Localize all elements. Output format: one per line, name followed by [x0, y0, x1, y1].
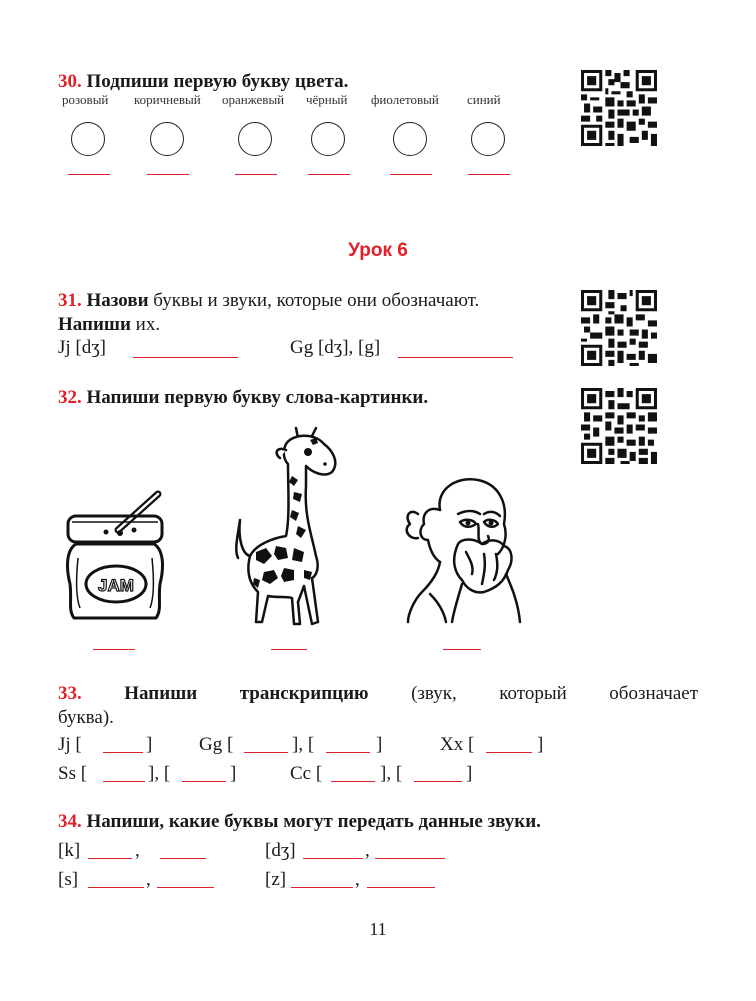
task-instruction: Напиши, какие буквы могут передать данные звуки.: [86, 811, 541, 832]
color-label-pink: розовый: [62, 92, 109, 107]
giraffe-picture: [228, 426, 346, 632]
answer-line[interactable]: [443, 649, 481, 650]
color-circle[interactable]: [71, 122, 105, 156]
sound-k: [k]: [58, 840, 81, 861]
color-circle[interactable]: [311, 122, 345, 156]
answer-line[interactable]: [331, 781, 375, 782]
letter-jj-open: Jj [: [58, 734, 82, 755]
color-label-brown: коричневый: [134, 92, 201, 107]
answer-line[interactable]: [414, 781, 462, 782]
qr-code-icon: [581, 388, 657, 464]
task-keyword: Напиши транскрипцию: [124, 683, 369, 704]
bracket-close: ]: [376, 734, 383, 755]
answer-line[interactable]: [271, 649, 307, 650]
answer-line[interactable]: [103, 752, 143, 753]
answer-line[interactable]: [326, 752, 370, 753]
color-circle[interactable]: [471, 122, 505, 156]
task-number: 30.: [58, 71, 82, 92]
task-30-heading: [58, 70, 348, 94]
comma: ,: [135, 840, 140, 861]
answer-line[interactable]: [468, 174, 510, 175]
answer-line[interactable]: [88, 887, 144, 888]
answer-line[interactable]: [68, 174, 110, 175]
color-circle[interactable]: [150, 122, 184, 156]
task-34-heading: [58, 810, 541, 834]
answer-line[interactable]: [147, 174, 189, 175]
bracket-close: ]: [466, 763, 473, 784]
bracket-separator: ], [: [292, 734, 315, 755]
task-instruction: их.: [130, 314, 161, 335]
task-instruction: буквы и звуки, которые они обозначают.: [148, 290, 480, 311]
color-label-blue: синий: [467, 92, 501, 107]
bracket-close: ]: [146, 734, 153, 755]
comma: ,: [355, 869, 360, 890]
letter-xx-open: Xx [: [440, 734, 475, 755]
task-33-heading: [58, 682, 698, 706]
task-32-heading: [58, 386, 428, 410]
task-instruction: Подпиши первую букву цвета.: [86, 71, 349, 92]
sound-z: [z]: [265, 869, 287, 890]
answer-line[interactable]: [308, 174, 350, 175]
answer-line[interactable]: [157, 887, 214, 888]
bracket-separator: ], [: [380, 763, 403, 784]
task-number: 33.: [58, 683, 82, 704]
answer-line[interactable]: [367, 887, 435, 888]
color-label-black: чёрный: [306, 92, 348, 107]
color-circle[interactable]: [238, 122, 272, 156]
letter-gg: Gg [dʒ], [g]: [290, 337, 381, 358]
letter-jj: Jj [dʒ]: [58, 337, 107, 358]
task-keyword: Назови: [86, 290, 149, 311]
bracket-close: ]: [537, 734, 544, 755]
answer-line[interactable]: [390, 174, 432, 175]
color-label-violet: фиолетовый: [371, 92, 439, 107]
answer-line[interactable]: [88, 858, 132, 859]
task-instruction: (звук, который обозначает: [368, 683, 699, 704]
task-instruction: Напиши первую букву слова-картинки.: [86, 387, 429, 408]
answer-line[interactable]: [160, 858, 206, 859]
answer-line[interactable]: [244, 752, 288, 753]
answer-line[interactable]: [303, 858, 363, 859]
answer-line[interactable]: [133, 357, 238, 358]
letter-gg-open: Gg [: [199, 734, 234, 755]
old-man-picture: [400, 474, 526, 624]
bracket-close: ]: [230, 763, 237, 784]
qr-code-icon: [581, 70, 657, 146]
qr-code-icon: [581, 290, 657, 366]
sound-s: [s]: [58, 869, 79, 890]
comma: ,: [146, 869, 151, 890]
answer-line[interactable]: [93, 649, 135, 650]
answer-line[interactable]: [103, 781, 145, 782]
comma: ,: [365, 840, 370, 861]
page-number: 11: [369, 919, 387, 939]
letter-cc-open: Cc [: [290, 763, 323, 784]
sound-dz: [dʒ]: [265, 840, 296, 861]
letter-ss-open: Ss [: [58, 763, 88, 784]
answer-line[interactable]: [398, 357, 513, 358]
answer-line[interactable]: [486, 752, 532, 753]
bracket-separator: ], [: [148, 763, 171, 784]
task-number: 34.: [58, 811, 82, 832]
task-number: 32.: [58, 387, 82, 408]
color-circle[interactable]: [393, 122, 427, 156]
jam-jar-picture: [60, 488, 170, 628]
task-number: 31.: [58, 290, 82, 311]
answer-line[interactable]: [375, 858, 445, 859]
answer-line[interactable]: [235, 174, 277, 175]
task-33-heading-cont: буква).: [58, 707, 114, 728]
answer-line[interactable]: [291, 887, 353, 888]
task-keyword: Напиши: [58, 314, 131, 335]
answer-line[interactable]: [182, 781, 226, 782]
task-31-heading: [58, 289, 578, 337]
color-label-orange: оранжевый: [222, 92, 285, 107]
jam-label-text: JAM: [98, 576, 134, 595]
lesson-title: Урок 6: [348, 240, 408, 261]
